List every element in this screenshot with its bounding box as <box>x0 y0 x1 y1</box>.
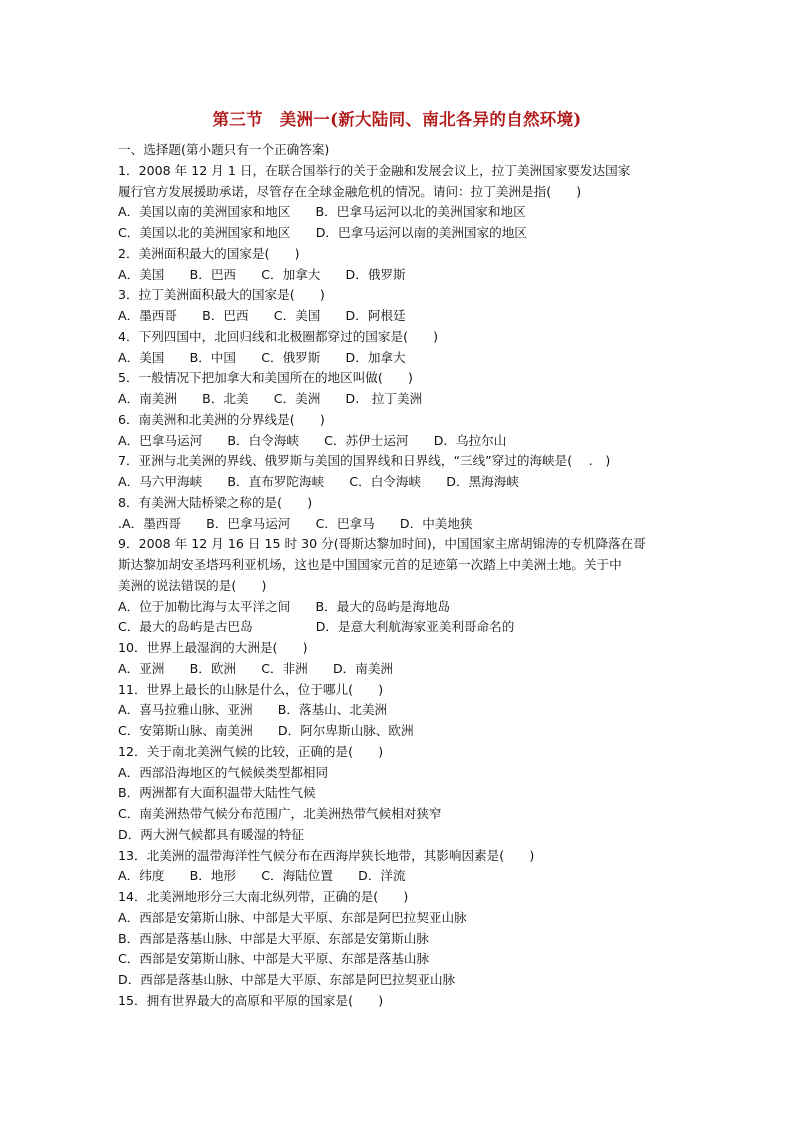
text-line: 2．美洲面积最大的国家是( ) <box>118 245 300 261</box>
text-line: 斯达黎加胡安圣塔玛利亚机场，这也是中国国家元首的足迹第一次踏上中美洲土地。关于中 <box>118 557 622 572</box>
text-line: C．南美洲热带气候分布范围广，北美洲热带气候相对狭窄 <box>118 806 442 821</box>
text-line: 10．世界上最湿润的大洲是( ) <box>118 640 308 655</box>
text-line: B．西部是落基山脉、中部是大平原、东部是安第斯山脉 <box>118 930 429 946</box>
text-line: 11．世界上最长的山脉是什么，位于哪儿( ) <box>118 681 384 697</box>
text-line: 3．拉丁美洲面积最大的国家是( ) <box>118 287 325 303</box>
text-line: C．美国以北的美洲国家和地区 D．巴拿马运河以南的美洲国家的地区 <box>118 225 527 240</box>
text-line: A．墨西哥 B．巴西 C．美国 D．阿根廷 <box>118 308 406 323</box>
text-line: A．喜马拉雅山脉、亚洲 B．落基山、北美洲 <box>118 702 388 718</box>
text-line: 6．南美洲和北美洲的分界线是( ) <box>118 411 325 427</box>
text-line: 15．拥有世界最大的高原和平原的国家是( ) <box>118 992 384 1008</box>
text-line: A．位于加勒比海与太平洋之间 B．最大的岛屿是海地岛 <box>118 598 451 614</box>
text-line: A．亚洲 B．欧洲 C．非洲 D．南美洲 <box>118 660 394 676</box>
text-line: 9．2008 年 12 月 16 日 15 时 30 分(哥斯达黎加时间)，中国国家主席胡锦涛的专机降落在哥 <box>118 536 646 552</box>
text-line: 4．下列四国中，北回归线和北极圈都穿过的国家是( ) <box>118 328 439 344</box>
text-line: 14．北美洲地形分三大南北纵列带，正确的是( ) <box>118 889 409 904</box>
text-line: A．美国 B．巴西 C．加拿大 D．俄罗斯 <box>118 266 406 282</box>
text-line: B．两洲都有大面积温带大陆性气候 <box>118 785 316 801</box>
text-line: A．马六甲海峡 B．直布罗陀海峡 C．白令海峡 D．黑海海峡 <box>118 474 519 489</box>
text-line: 13．北美洲的温带海洋性气候分布在西海岸狭长地带，其影响因素是( ) <box>118 847 535 863</box>
text-line: A．南美洲 B．北美 C．美洲 D. 拉丁美洲 <box>118 391 423 406</box>
text-line: 1．2008 年 12 月 1 日，在联合国举行的关于金融和发展会议上，拉丁美洲国家要发达国家 <box>118 162 631 178</box>
text-line: A．美国以南的美洲国家和地区 B．巴拿马运河以北的美洲国家和地区 <box>118 204 526 220</box>
text-line: 5．一般情况下把加拿大和美国所在的地区叫做( ) <box>118 370 413 386</box>
text-line: A．西部沿海地区的气候候类型都相同 <box>118 764 329 780</box>
text-line: D．两大洲气候都具有暖湿的特征 <box>118 826 305 842</box>
text-line: 一、选择题(第小题只有一个正确答案) <box>118 142 330 157</box>
text-line: C．西部是安第斯山脉、中部是大平原、东部是落基山脉 <box>118 951 430 967</box>
text-line: A．美国 B．中国 C．俄罗斯 D．加拿大 <box>118 349 406 365</box>
page-title: 第三节 美洲一(新大陆同、南北各异的自然环境) <box>212 110 582 129</box>
text-line: A．巴拿马运河 B．白令海峡 C．苏伊士运河 D．乌拉尔山 <box>118 432 507 448</box>
document-body <box>118 140 688 1012</box>
text-line: .A．墨西哥 B．巴拿马运河 C．巴拿马 D．中美地狭 <box>118 515 473 531</box>
text-line: 履行官方发展援助承诺，尽管存在全球金融危机的情况。请问：拉丁美洲是指( ) <box>118 183 582 199</box>
text-line: D．西部是落基山脉、中部是大平原、东部是阿巴拉契亚山脉 <box>118 972 456 987</box>
text-line: C．最大的岛屿是古巴岛 D．是意大利航海家亚美利哥命名的 <box>118 619 515 635</box>
text-line: 7．亚洲与北美洲的界线、俄罗斯与美国的国界线和日界线，“三线”穿过的海峡是( . ) <box>118 453 611 469</box>
text-line: 8．有美洲大陆桥梁之称的是( ) <box>118 494 313 510</box>
text-line: 美洲的说法错误的是( ) <box>118 577 267 593</box>
text-line: A．纬度 B．地形 C．海陆位置 D．洋流 <box>118 868 406 884</box>
text-line: 12．关于南北美洲气候的比较，正确的是( ) <box>118 743 384 759</box>
text-line: A．西部是安第斯山脉、中部是大平原、东部是阿巴拉契亚山脉 <box>118 909 467 925</box>
text-line: C．安第斯山脉、南美洲 D．阿尔卑斯山脉、欧洲 <box>118 723 414 738</box>
